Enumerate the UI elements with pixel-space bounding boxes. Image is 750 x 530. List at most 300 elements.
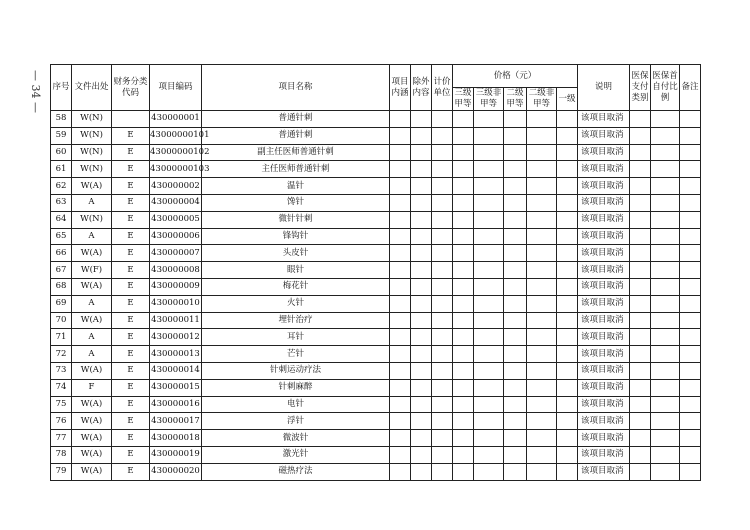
cell-seq: 66 bbox=[51, 245, 72, 262]
cell-price-grade3 bbox=[474, 413, 504, 430]
cell-price-grade2 bbox=[527, 211, 557, 228]
cell-price-grade2a bbox=[504, 346, 527, 363]
cell-seq: 64 bbox=[51, 211, 72, 228]
cell-item-content bbox=[390, 362, 411, 379]
cell-seq: 73 bbox=[51, 362, 72, 379]
cell-remarks bbox=[680, 194, 701, 211]
header-price-grade2a: 二级甲等 bbox=[504, 88, 527, 111]
cell-item-code: 43000000101 bbox=[150, 127, 202, 144]
header-price-grade1: 一级 bbox=[557, 88, 578, 111]
cell-seq: 67 bbox=[51, 262, 72, 279]
table-row bbox=[51, 312, 701, 329]
cell-item-name: 副主任医师普通针刺 bbox=[202, 144, 390, 161]
cell-exclusions bbox=[411, 463, 432, 480]
cell-item-name: 磁热疗法 bbox=[202, 463, 390, 480]
cell-item-content bbox=[390, 262, 411, 279]
table-row bbox=[51, 379, 701, 396]
cell-insurance-category bbox=[630, 228, 651, 245]
cell-price-grade3 bbox=[474, 194, 504, 211]
cell-remarks bbox=[680, 463, 701, 480]
cell-doc-source: A bbox=[72, 295, 112, 312]
cell-price-grade2a bbox=[504, 413, 527, 430]
cell-insurance-category bbox=[630, 413, 651, 430]
cell-price-grade2 bbox=[527, 262, 557, 279]
cell-item-content bbox=[390, 144, 411, 161]
cell-price-grade1 bbox=[557, 211, 578, 228]
cell-unit bbox=[432, 312, 453, 329]
cell-doc-source: W(A) bbox=[72, 446, 112, 463]
cell-price-grade2a bbox=[504, 211, 527, 228]
cell-exclusions bbox=[411, 228, 432, 245]
cell-insurance-category bbox=[630, 161, 651, 178]
cell-exclusions bbox=[411, 379, 432, 396]
cell-fin-code: E bbox=[112, 262, 150, 279]
cell-item-code: 430000008 bbox=[150, 262, 202, 279]
cell-doc-source: W(N) bbox=[72, 211, 112, 228]
table-row bbox=[51, 346, 701, 363]
cell-item-name: 激光针 bbox=[202, 446, 390, 463]
cell-item-code: 430000007 bbox=[150, 245, 202, 262]
cell-description: 该项目取消 bbox=[578, 245, 630, 262]
cell-insurance-category bbox=[630, 463, 651, 480]
cell-price-grade2a bbox=[504, 111, 527, 128]
cell-price-grade2a bbox=[504, 228, 527, 245]
cell-item-name: 针刺运动疗法 bbox=[202, 362, 390, 379]
cell-item-code: 430000013 bbox=[150, 346, 202, 363]
cell-price-grade2 bbox=[527, 144, 557, 161]
table-header bbox=[51, 65, 701, 111]
cell-price-grade3a bbox=[453, 228, 474, 245]
cell-fin-code: E bbox=[112, 178, 150, 195]
cell-seq: 59 bbox=[51, 127, 72, 144]
cell-item-content bbox=[390, 430, 411, 447]
cell-unit bbox=[432, 413, 453, 430]
cell-exclusions bbox=[411, 362, 432, 379]
cell-price-grade2 bbox=[527, 430, 557, 447]
cell-description: 该项目取消 bbox=[578, 396, 630, 413]
cell-insurance-ratio bbox=[651, 262, 680, 279]
cell-item-content bbox=[390, 245, 411, 262]
cell-unit bbox=[432, 329, 453, 346]
cell-seq: 58 bbox=[51, 111, 72, 128]
cell-item-code: 430000017 bbox=[150, 413, 202, 430]
cell-price-grade1 bbox=[557, 144, 578, 161]
cell-doc-source: A bbox=[72, 346, 112, 363]
table-row bbox=[51, 262, 701, 279]
cell-price-grade2a bbox=[504, 446, 527, 463]
cell-price-grade3a bbox=[453, 194, 474, 211]
cell-price-grade3a bbox=[453, 178, 474, 195]
cell-remarks bbox=[680, 245, 701, 262]
cell-price-grade3a bbox=[453, 295, 474, 312]
cell-price-grade3 bbox=[474, 312, 504, 329]
cell-remarks bbox=[680, 362, 701, 379]
cell-doc-source: W(A) bbox=[72, 463, 112, 480]
cell-insurance-ratio bbox=[651, 144, 680, 161]
cell-price-grade2a bbox=[504, 379, 527, 396]
cell-price-grade2 bbox=[527, 379, 557, 396]
cell-exclusions bbox=[411, 245, 432, 262]
cell-seq: 62 bbox=[51, 178, 72, 195]
cell-fin-code: E bbox=[112, 463, 150, 480]
cell-item-name: 眼针 bbox=[202, 262, 390, 279]
header-price-grade2: 二级非甲等 bbox=[527, 88, 557, 111]
header-price-group: 价格（元） bbox=[453, 65, 578, 88]
cell-insurance-category bbox=[630, 111, 651, 128]
cell-remarks bbox=[680, 111, 701, 128]
cell-doc-source: A bbox=[72, 228, 112, 245]
header-item-content: 项目内涵 bbox=[390, 65, 411, 111]
cell-price-grade2 bbox=[527, 329, 557, 346]
cell-description: 该项目取消 bbox=[578, 463, 630, 480]
cell-seq: 78 bbox=[51, 446, 72, 463]
cell-price-grade3a bbox=[453, 127, 474, 144]
table-row bbox=[51, 245, 701, 262]
cell-seq: 61 bbox=[51, 161, 72, 178]
cell-seq: 72 bbox=[51, 346, 72, 363]
cell-price-grade1 bbox=[557, 463, 578, 480]
cell-price-grade2a bbox=[504, 396, 527, 413]
cell-seq: 75 bbox=[51, 396, 72, 413]
cell-seq: 60 bbox=[51, 144, 72, 161]
cell-item-name: 微针针刺 bbox=[202, 211, 390, 228]
cell-fin-code: E bbox=[112, 446, 150, 463]
header-price-grade3: 三级非甲等 bbox=[474, 88, 504, 111]
cell-item-content bbox=[390, 446, 411, 463]
header-description: 说明 bbox=[578, 65, 630, 111]
cell-item-content bbox=[390, 111, 411, 128]
header-price-grade3a: 三级甲等 bbox=[454, 88, 472, 109]
cell-description: 该项目取消 bbox=[578, 413, 630, 430]
cell-insurance-category bbox=[630, 262, 651, 279]
cell-fin-code: E bbox=[112, 211, 150, 228]
cell-price-grade1 bbox=[557, 161, 578, 178]
cell-unit bbox=[432, 228, 453, 245]
cell-description: 该项目取消 bbox=[578, 312, 630, 329]
cell-remarks bbox=[680, 312, 701, 329]
cell-insurance-ratio bbox=[651, 430, 680, 447]
cell-unit bbox=[432, 194, 453, 211]
cell-item-name: 耳针 bbox=[202, 329, 390, 346]
cell-doc-source: W(N) bbox=[72, 161, 112, 178]
cell-exclusions bbox=[411, 446, 432, 463]
cell-item-content bbox=[390, 329, 411, 346]
cell-unit bbox=[432, 211, 453, 228]
cell-item-code: 430000020 bbox=[150, 463, 202, 480]
header-item-name: 项目名称 bbox=[202, 65, 390, 111]
cell-price-grade3 bbox=[474, 295, 504, 312]
cell-price-grade2 bbox=[527, 312, 557, 329]
cell-description: 该项目取消 bbox=[578, 262, 630, 279]
cell-exclusions bbox=[411, 262, 432, 279]
cell-remarks bbox=[680, 346, 701, 363]
cell-fin-code: E bbox=[112, 127, 150, 144]
cell-price-grade1 bbox=[557, 295, 578, 312]
cell-price-grade2 bbox=[527, 396, 557, 413]
cell-price-grade3a bbox=[453, 362, 474, 379]
cell-exclusions bbox=[411, 278, 432, 295]
cell-seq: 71 bbox=[51, 329, 72, 346]
cell-unit bbox=[432, 178, 453, 195]
cell-remarks bbox=[680, 430, 701, 447]
cell-fin-code: E bbox=[112, 379, 150, 396]
cell-price-grade2a bbox=[504, 144, 527, 161]
table-row bbox=[51, 396, 701, 413]
cell-item-name: 头皮针 bbox=[202, 245, 390, 262]
cell-insurance-category bbox=[630, 295, 651, 312]
cell-exclusions bbox=[411, 161, 432, 178]
cell-item-name: 浮针 bbox=[202, 413, 390, 430]
cell-item-code: 430000010 bbox=[150, 295, 202, 312]
cell-unit bbox=[432, 144, 453, 161]
cell-insurance-ratio bbox=[651, 178, 680, 195]
cell-exclusions bbox=[411, 430, 432, 447]
cell-unit bbox=[432, 463, 453, 480]
cell-price-grade3a bbox=[453, 379, 474, 396]
cell-insurance-ratio bbox=[651, 194, 680, 211]
cell-description: 该项目取消 bbox=[578, 295, 630, 312]
cell-seq: 79 bbox=[51, 463, 72, 480]
cell-remarks bbox=[680, 396, 701, 413]
cell-exclusions bbox=[411, 178, 432, 195]
cell-item-content bbox=[390, 228, 411, 245]
table-row bbox=[51, 161, 701, 178]
cell-price-grade2a bbox=[504, 245, 527, 262]
cell-price-grade1 bbox=[557, 396, 578, 413]
cell-unit bbox=[432, 245, 453, 262]
cell-exclusions bbox=[411, 127, 432, 144]
cell-price-grade2a bbox=[504, 278, 527, 295]
cell-insurance-ratio bbox=[651, 362, 680, 379]
cell-price-grade2a bbox=[504, 194, 527, 211]
cell-price-grade3a bbox=[453, 329, 474, 346]
table-row bbox=[51, 111, 701, 128]
cell-price-grade2 bbox=[527, 295, 557, 312]
cell-fin-code: E bbox=[112, 144, 150, 161]
cell-price-grade3 bbox=[474, 463, 504, 480]
cell-price-grade3 bbox=[474, 379, 504, 396]
cell-description: 该项目取消 bbox=[578, 211, 630, 228]
cell-price-grade3 bbox=[474, 245, 504, 262]
cell-fin-code: E bbox=[112, 194, 150, 211]
cell-item-code: 430000012 bbox=[150, 329, 202, 346]
cell-fin-code: E bbox=[112, 161, 150, 178]
cell-price-grade3a bbox=[453, 144, 474, 161]
cell-item-content bbox=[390, 178, 411, 195]
cell-insurance-category bbox=[630, 362, 651, 379]
cell-insurance-category bbox=[630, 329, 651, 346]
cell-description: 该项目取消 bbox=[578, 228, 630, 245]
cell-price-grade2a bbox=[504, 127, 527, 144]
cell-fin-code: E bbox=[112, 329, 150, 346]
cell-insurance-category bbox=[630, 446, 651, 463]
header-item-code: 项目编码 bbox=[150, 65, 202, 111]
cell-remarks bbox=[680, 278, 701, 295]
cell-unit bbox=[432, 161, 453, 178]
cell-fin-code: E bbox=[112, 362, 150, 379]
cell-price-grade2 bbox=[527, 161, 557, 178]
cell-price-grade3a bbox=[453, 161, 474, 178]
cell-price-grade2 bbox=[527, 346, 557, 363]
cell-price-grade3a bbox=[453, 111, 474, 128]
cell-price-grade2a bbox=[504, 463, 527, 480]
cell-price-grade2 bbox=[527, 362, 557, 379]
cell-description: 该项目取消 bbox=[578, 346, 630, 363]
cell-insurance-category bbox=[630, 127, 651, 144]
table-row bbox=[51, 211, 701, 228]
cell-item-code: 430000001 bbox=[150, 111, 202, 128]
cell-unit bbox=[432, 295, 453, 312]
cell-remarks bbox=[680, 329, 701, 346]
cell-price-grade3 bbox=[474, 262, 504, 279]
cell-item-code: 430000006 bbox=[150, 228, 202, 245]
cell-price-grade3 bbox=[474, 396, 504, 413]
cell-doc-source: W(A) bbox=[72, 178, 112, 195]
cell-description: 该项目取消 bbox=[578, 178, 630, 195]
cell-insurance-ratio bbox=[651, 245, 680, 262]
cell-item-content bbox=[390, 127, 411, 144]
cell-price-grade3a bbox=[453, 430, 474, 447]
cell-seq: 74 bbox=[51, 379, 72, 396]
cell-remarks bbox=[680, 161, 701, 178]
cell-exclusions bbox=[411, 396, 432, 413]
table-row bbox=[51, 413, 701, 430]
cell-doc-source: W(N) bbox=[72, 111, 112, 128]
cell-insurance-ratio bbox=[651, 463, 680, 480]
cell-price-grade3 bbox=[474, 111, 504, 128]
cell-item-content bbox=[390, 379, 411, 396]
cell-doc-source: W(N) bbox=[72, 144, 112, 161]
cell-description: 该项目取消 bbox=[578, 278, 630, 295]
cell-fin-code: E bbox=[112, 312, 150, 329]
cell-insurance-ratio bbox=[651, 346, 680, 363]
cell-insurance-ratio bbox=[651, 379, 680, 396]
cell-item-name: 梅花针 bbox=[202, 278, 390, 295]
cell-price-grade3a bbox=[453, 396, 474, 413]
cell-price-grade1 bbox=[557, 178, 578, 195]
cell-price-grade2 bbox=[527, 228, 557, 245]
cell-price-grade2a bbox=[504, 161, 527, 178]
cell-item-code: 43000000103 bbox=[150, 161, 202, 178]
cell-insurance-ratio bbox=[651, 329, 680, 346]
cell-item-code: 430000018 bbox=[150, 430, 202, 447]
cell-item-name: 温针 bbox=[202, 178, 390, 195]
cell-item-content bbox=[390, 194, 411, 211]
cell-item-content bbox=[390, 396, 411, 413]
cell-fin-code: E bbox=[112, 346, 150, 363]
header-insurance-category: 医保支付类别 bbox=[630, 65, 651, 111]
cell-unit bbox=[432, 127, 453, 144]
cell-item-code: 430000009 bbox=[150, 278, 202, 295]
table-row bbox=[51, 144, 701, 161]
cell-price-grade3 bbox=[474, 228, 504, 245]
header-remarks: 备注 bbox=[680, 65, 701, 111]
cell-remarks bbox=[680, 295, 701, 312]
header-unit: 计价单位 bbox=[432, 65, 453, 111]
cell-exclusions bbox=[411, 413, 432, 430]
cell-insurance-ratio bbox=[651, 228, 680, 245]
cell-description: 该项目取消 bbox=[578, 127, 630, 144]
cell-unit bbox=[432, 362, 453, 379]
cell-exclusions bbox=[411, 329, 432, 346]
header-seq: 序号 bbox=[51, 65, 72, 111]
table-row bbox=[51, 446, 701, 463]
cell-item-code: 430000014 bbox=[150, 362, 202, 379]
cell-description: 该项目取消 bbox=[578, 111, 630, 128]
header-doc-source: 文件出处 bbox=[72, 65, 112, 111]
cell-price-grade2 bbox=[527, 127, 557, 144]
cell-item-content bbox=[390, 463, 411, 480]
cell-insurance-category bbox=[630, 396, 651, 413]
cell-description: 该项目取消 bbox=[578, 446, 630, 463]
table-row bbox=[51, 362, 701, 379]
cell-insurance-category bbox=[630, 245, 651, 262]
cell-insurance-ratio bbox=[651, 396, 680, 413]
cell-unit bbox=[432, 346, 453, 363]
cell-remarks bbox=[680, 413, 701, 430]
cell-price-grade1 bbox=[557, 127, 578, 144]
cell-price-grade1 bbox=[557, 379, 578, 396]
cell-item-name: 微波针 bbox=[202, 430, 390, 447]
cell-price-grade2 bbox=[527, 178, 557, 195]
cell-item-name: 火针 bbox=[202, 295, 390, 312]
cell-item-code: 430000004 bbox=[150, 194, 202, 211]
table-row bbox=[51, 329, 701, 346]
cell-insurance-ratio bbox=[651, 446, 680, 463]
cell-unit bbox=[432, 262, 453, 279]
cell-doc-source: W(A) bbox=[72, 362, 112, 379]
cell-seq: 65 bbox=[51, 228, 72, 245]
cell-unit bbox=[432, 111, 453, 128]
cell-insurance-ratio bbox=[651, 278, 680, 295]
cell-price-grade1 bbox=[557, 245, 578, 262]
cell-insurance-category bbox=[630, 278, 651, 295]
cell-insurance-category bbox=[630, 430, 651, 447]
cell-price-grade1 bbox=[557, 278, 578, 295]
cell-remarks bbox=[680, 211, 701, 228]
table-row bbox=[51, 194, 701, 211]
table-row bbox=[51, 278, 701, 295]
cell-price-grade3a bbox=[453, 413, 474, 430]
cell-exclusions bbox=[411, 194, 432, 211]
cell-fin-code: E bbox=[112, 430, 150, 447]
cell-price-grade3 bbox=[474, 211, 504, 228]
cell-price-grade3a bbox=[453, 446, 474, 463]
cell-item-content bbox=[390, 295, 411, 312]
cell-unit bbox=[432, 446, 453, 463]
cell-description: 该项目取消 bbox=[578, 161, 630, 178]
header-insurance-ratio: 医保首自付比例 bbox=[651, 65, 680, 111]
cell-fin-code: E bbox=[112, 396, 150, 413]
cell-price-grade3 bbox=[474, 329, 504, 346]
cell-item-name: 芒针 bbox=[202, 346, 390, 363]
cell-fin-code: E bbox=[112, 228, 150, 245]
cell-description: 该项目取消 bbox=[578, 362, 630, 379]
cell-remarks bbox=[680, 144, 701, 161]
cell-unit bbox=[432, 430, 453, 447]
cell-description: 该项目取消 bbox=[578, 329, 630, 346]
cell-fin-code: E bbox=[112, 245, 150, 262]
cell-insurance-category bbox=[630, 178, 651, 195]
cell-price-grade2 bbox=[527, 194, 557, 211]
cell-item-code: 43000000102 bbox=[150, 144, 202, 161]
cell-price-grade3 bbox=[474, 127, 504, 144]
cell-price-grade3 bbox=[474, 446, 504, 463]
cell-price-grade3 bbox=[474, 178, 504, 195]
cell-price-grade2 bbox=[527, 111, 557, 128]
cell-item-name: 锋钩针 bbox=[202, 228, 390, 245]
cell-price-grade2a bbox=[504, 362, 527, 379]
